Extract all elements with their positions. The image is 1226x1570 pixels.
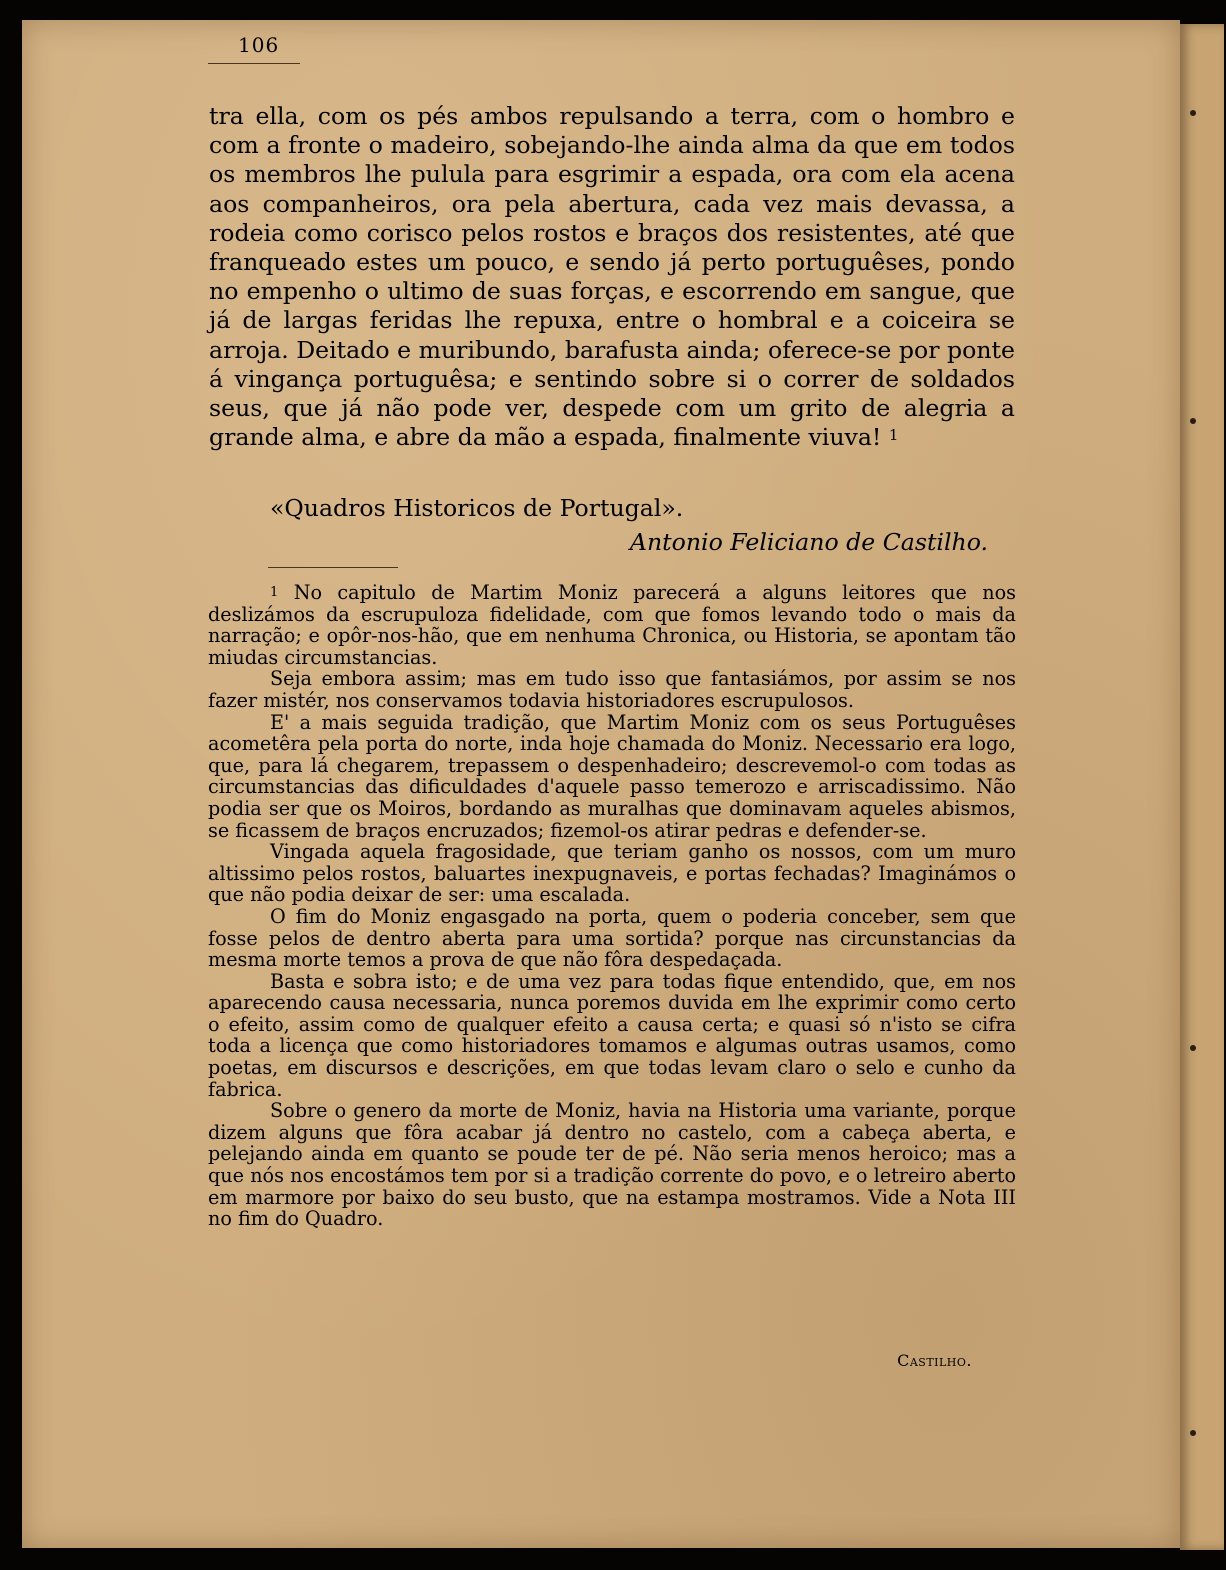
source-title: «Quadros Historicos de Portugal». (270, 494, 684, 522)
signature-text: Castilho. (897, 1351, 972, 1370)
page-number-rule (208, 63, 300, 64)
footnote-paragraph: Basta e sobra isto; e de uma vez para todas fique entendido, que, em nos aparecendo causa necessaria, nunca poremos duvida em lhe exprimir como certo o efeito, assim como de qualquer efeito a causa certa; e quasi só n'isto se cifra toda a licença que como historiadores tomamos e algumas outras usamos, como poetas, em discursos e descrições, em que todas levam claro o selo e cunho da fabrica. (208, 969, 1016, 1101)
edge-ink-mark (1190, 1045, 1196, 1051)
main-paragraph (209, 102, 1015, 452)
edge-ink-mark (1190, 418, 1196, 424)
edge-ink-mark (1190, 110, 1196, 116)
footnote-paragraph: Vingada aquela fragosidade, que teriam ganho os nossos, com um muro altissimo pelos rostos, baluartes inexpugnaveis, e portas fechadas? Imaginámos o que não podia deixar de ser: uma escalada. (208, 840, 1016, 907)
main-paragraph-text: tra ella, com os pés ambos repulsando a terra, com o hombro e com a fronte o madeiro, sobejando-lhe ainda alma da que em todos os membros lhe pulula para esgrimir a espada, ora com ela acena aos companheiros, ora pela abertura, cada vez mais devassa, a rodeia como corisco pelos rostos e braços dos resistentes, até que franqueado estes um pouco, e sendo já perto portuguêses, pondo no empenho o ultimo de suas forças, e escorrendo em sangue, que já de largas feridas lhe repuxa, entre o hombral e a coiceira se arroja. Deitado e muribundo, barafusta ainda; oferece-se por ponte á vingança portuguêsa; e sentindo sobre si o correr de soldados seus, que já não pode ver, despede com um grito de alegria a grande alma, e abre da mão a espada, finalmente viuva! (209, 102, 1015, 452)
footnote-marker: 1 (270, 585, 279, 600)
footnote-signature (897, 1351, 972, 1370)
footnote-paragraph-text: No capitulo de Martim Moniz parecerá a alguns leitores que nos deslizámos da escrupuloza fidelidade, com que fomos levando todo o mais da narração; e opôr-nos-hão, que em nenhuma Chronica, ou Historia, se apontam tão miudas circumstancias. (208, 581, 1016, 669)
footnote-block (208, 582, 1016, 1230)
footnote-paragraph: O fim do Moniz engasgado na porta, quem o poderia conceber, sem que fosse pelos de dentro aberta para uma sortida? porque nas circunstancias da mesma morte temos a prova de que não fôra despedaçada. (208, 904, 1016, 972)
author-name: Antonio Feliciano de Castilho. (629, 528, 988, 556)
page-number: 106 (238, 33, 280, 57)
footnote-paragraph: Seja embora assim; mas em tudo isso que fantasiámos, por assim se nos fazer mistér, nos conservamos todavia historiadores escrupulosos. (208, 667, 1016, 712)
footnote-paragraph: E' a mais seguida tradição, que Martim Moniz com os seus Portuguêses acometêra pela porta do norte, inda hoje chamada do Moniz. Necessario era logo, que, para lá chegarem, trepassem o despenhadeiro; descrevemol-o com todas as circumstancias das dificuldades d'aquele passo temerozo e arriscadissimo. Não podia ser que os Moiros, bordando as muralhas que dominavam aqueles abismos, se ficassem de braços encruzados; fizemol-os atirar pedras e defender-se. (208, 710, 1016, 842)
footnote-paragraph (208, 582, 1016, 668)
footnote-rule (268, 567, 398, 568)
footnote-paragraph: Sobre o genero da morte de Moniz, havia na Historia uma variante, porque dizem alguns que fôra acabar já dentro no castelo, com a cabeça aberta, e pelejando ainda em quanto se poude ter de pé. Não seria menos heroico; mas a que nós nos encostámos tem por si a tradição corrente do povo, e o letreiro aberto em marmore por baixo do seu busto, que na estampa mostramos. Vide a Nota III no fim do Quadro. (208, 1099, 1016, 1231)
footnote-reference: 1 (888, 426, 899, 445)
main-text-block (209, 102, 1015, 452)
adjacent-page-edge (1180, 24, 1224, 1550)
edge-ink-mark (1190, 1430, 1196, 1436)
